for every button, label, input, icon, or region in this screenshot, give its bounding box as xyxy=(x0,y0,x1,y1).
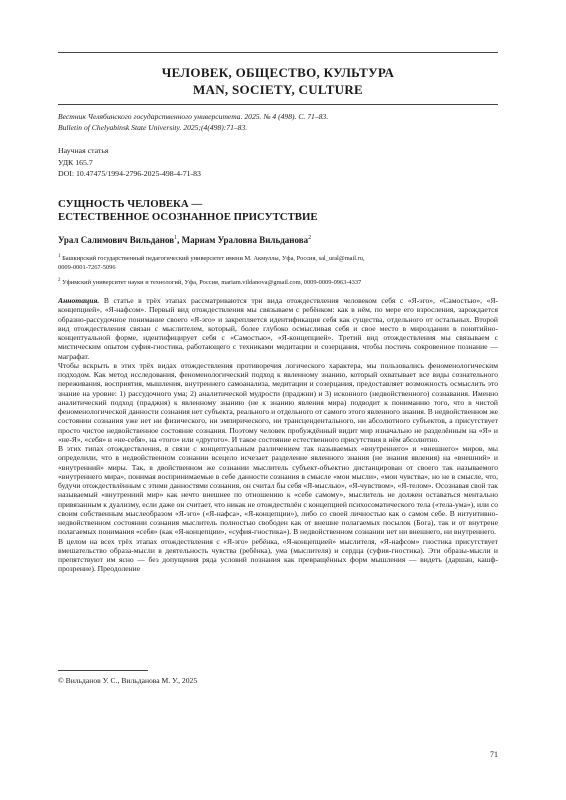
author-1: Урал Салимович Вильданов xyxy=(58,235,175,245)
title-line-2: ЕСТЕСТВЕННОЕ ОСОЗНАННОЕ ПРИСУТСТВИЕ xyxy=(58,211,318,223)
affiliation-2 xyxy=(58,276,498,287)
body-paragraph-2: В этих типах отождествления, в связи с концептуальным различением так называемых «внутреннего» и «внешнего» миров, мы определили, что в недвойственном сознании всецело исчезает разделение явленного знания (не знания явления) на «внешний» и «внутренний» миры. Так, в двойственном же сознании мыслитель субъект-объектно дистанцирован от своего так называемого «внутреннего мира», понимая воспринимаемые в себе данности сознания в смысле «мои мысли», «мои чувства», но не в смысле, что, будучи отождествлённым с этими данностями сознания, он считал бы себя «Я-мыслью», «Я-чувством», «Я-телом». Осознавая свой так называемый «внутренний мир» как нечто внешнее по отношению к «себе самому», мыслитель не должен оставаться ментально привязанным к дуализму, если даже он считает, что никак не отождествлён с концепцией психосоматического тела («тела-ума»), или со своим собственным мыслеобразом «Я-эго» («Я-нафса», «Я-концепции»), либо со своей личностью как о самом себе. В интуитивно-недвойственном состоянии сознания мыслитель полностью свободен как от внешне полагаемых посылок (Бога), так и от внутрене полагаемых понимания «себя» (как «Я-концепции», «суфия-гностика»). В недвойственном сознании нет ни внешнего, ни внутреннего. xyxy=(58,444,498,537)
copyright: © Вильданов У. С., Вильданова М. У., 2025 xyxy=(58,676,198,685)
affiliation-2-line-1: Уфимский университет науки и технологий, Уфа, Россия, mariam.vildanova@gmail.com, 0009-0009-0963-4337 xyxy=(62,279,362,287)
affiliation-1-line-2: 0009-0001-7267-5096 xyxy=(58,264,116,272)
authors xyxy=(58,232,498,246)
body-paragraph-1: Чтобы вскрыть в этих трёх видах отождествления противоречия логического характера, мы пользовались феноменологическим подходом. Как метод исследования, феноменологический подход к явленному знанию, который охватывает все виды сознательного переживания, восприятия, мышления, внутреннего самоанализа, медитации и созерцания, предоставляет возможность осмыслить это знание на уровне: 1) рассудочного ума; 2) аналитической мудрости (праджни) и 3) исконного (недвойственного) сознавания. Именно аналитический подход (праджня) к явленному знанию (не к знанию явления мира) подводит к пониманию того, что в чистой феноменологической данности сознания нет субъекта, реального и отдельного от самого этого явленного знания. В недвойственном же состоянии сознания уже нет ни физического, ни эмпирического, ни трансцендентального, ни абсолютного субъектов, а присутствует просто чистое недвойственное состояние сознания. Поэтому человек пробуждённый видит мир изначально не разделённым на «Я» и «не-Я», «себя» и «не-себя», на «того» или «другого». И такое состояние естественного присутствия в нём абсолютно. xyxy=(58,360,498,444)
affiliation-1 xyxy=(58,252,498,272)
abstract-lead: Аннотация. xyxy=(58,296,100,305)
article-title xyxy=(58,198,498,224)
abstract xyxy=(58,296,498,361)
section-rule xyxy=(58,104,498,105)
author-2: Мариам Ураловна Вильданова xyxy=(181,235,309,245)
article-type: Научная статья xyxy=(58,146,109,155)
footnote-rule xyxy=(58,670,148,671)
affiliation-1-sup: 1 xyxy=(58,254,61,259)
affiliation-2-sup: 2 xyxy=(58,278,61,283)
article-meta xyxy=(58,145,498,180)
doi[interactable]: DOI: 10.47475/1994-2796-2025-498-4-71-83 xyxy=(58,169,201,178)
body-paragraph-3: В целом на всех трёх этапах отождествления с «Я-эго» ребёнка, «Я-концепцией» мыслителя, «Я-нафсом» гностика присутствует вмешательство образа-мысли в деятельность чувства (ребёнка), ума (мыслителя) и сердца (суфия-гностика). Эти образы-мысли и препятствуют им ясно — без допущения ряда условий познания как превращённых форм мышления — видеть (даршан, кашф-прозрение). Преодоление xyxy=(58,536,498,574)
author-1-sup: 1 xyxy=(174,235,178,241)
article-body xyxy=(58,296,498,574)
abstract-text: В статье в трёх этапах рассматриваются три вида отождествления человеком себя с «Я-эго», «Самостью», «Я-концепцией», «Я-нафсом». Первый вид отождествления мы связываем с ребёнком: как в нём, по мере его взросления, зарождается образно-рассудочное понимание своего «Я-эго» и закрепляется идентификация себя как существа, отдельного от остальных. Второй вид отождествления связан с мыслителем, который, более глубоко осмысливая себя и свое место в мироздании в понятийно-концептуальной форме, идентифицирует себя с «Самостью», «Я-концепцией». Третий вид отождествления мы связываем с мистическим опытом суфия-гностика, работающего с техниками медитации и созерцания, чтобы постичь сокровенное познание — маграфат. xyxy=(58,296,498,361)
udc-code: УДК 165.7 xyxy=(58,157,93,167)
section-title-en: MAN, SOCIETY, CULTURE xyxy=(192,82,364,97)
affiliation-1-line-1: Башкирский государственный педагогический университет имени М. Акмуллы, Уфа, Россия, sal_ural@mail.ru, xyxy=(62,255,365,263)
section-heading xyxy=(58,64,498,98)
section-title-ru: ЧЕЛОВЕК, ОБЩЕСТВО, КУЛЬТУРА xyxy=(161,65,395,80)
author-separator: , xyxy=(177,235,182,245)
citation-en: Bulletin of Chelyabinsk State University. 2025;(4(498):71–83. xyxy=(58,122,248,132)
author-2-sup: 2 xyxy=(308,235,312,241)
page-number: 71 xyxy=(490,750,498,759)
citation-ru: Вестник Челябинского государственного университета. 2025. № 4 (498). С. 71–83. xyxy=(58,112,329,121)
top-rule xyxy=(58,52,498,53)
title-line-1: СУЩНОСТЬ ЧЕЛОВЕКА — xyxy=(58,198,203,210)
journal-citation xyxy=(58,112,498,133)
